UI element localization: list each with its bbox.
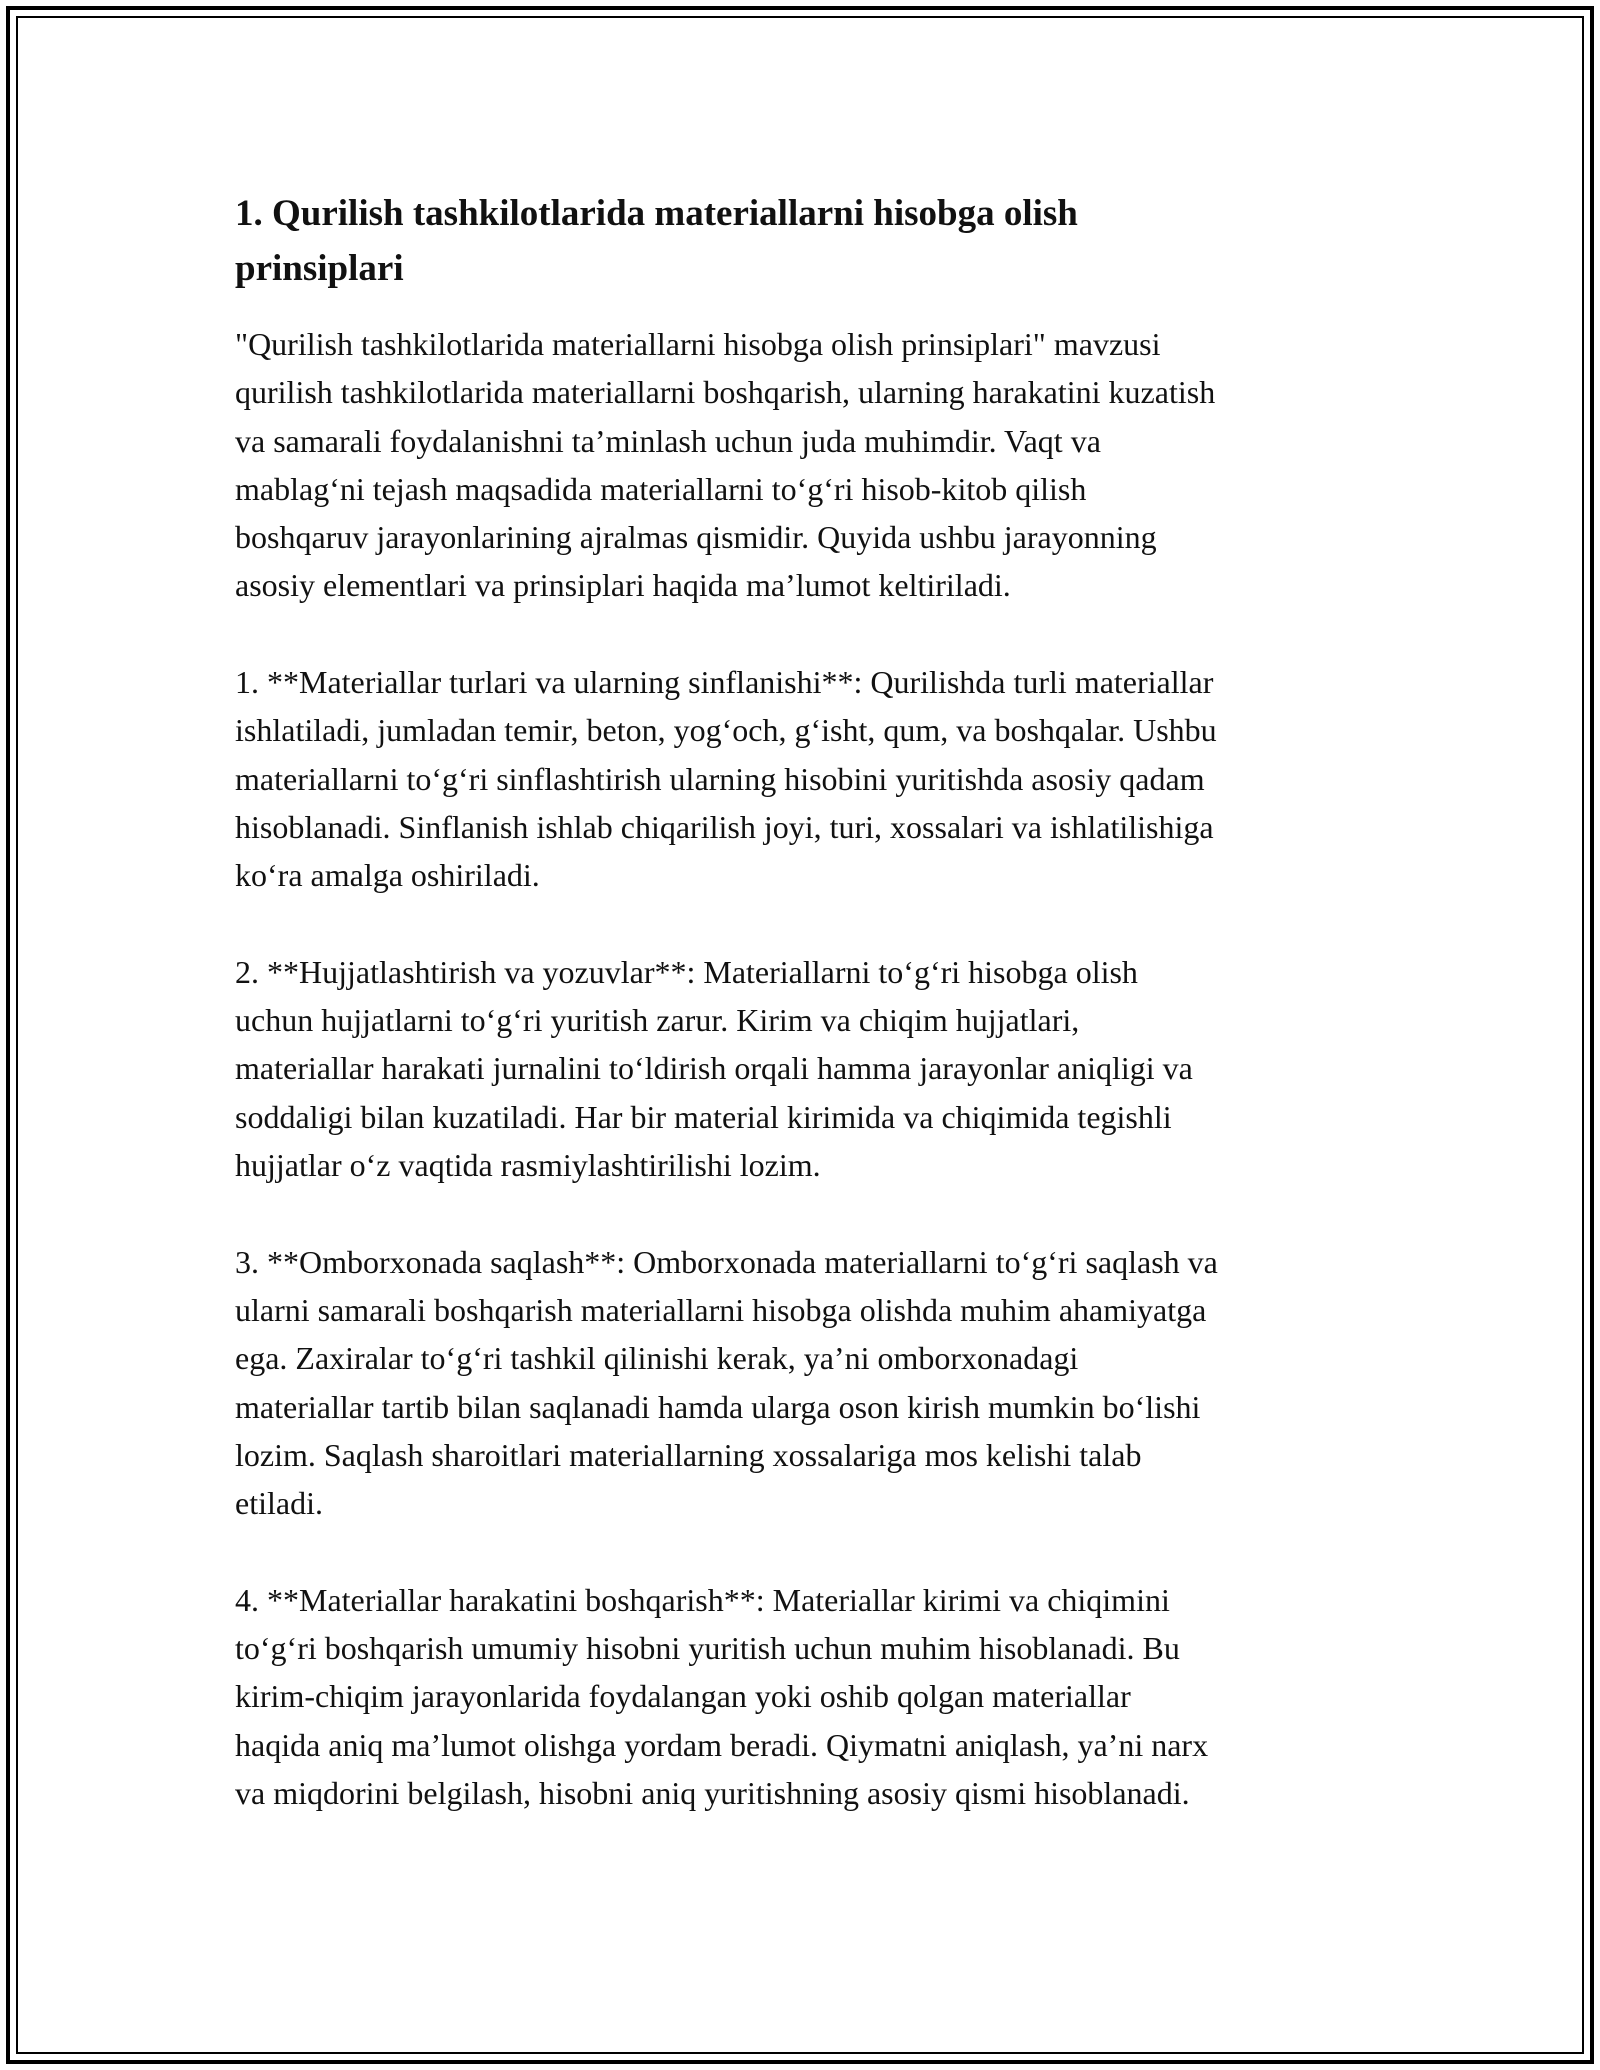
- document-body: [235, 186, 1365, 1866]
- paragraph-item-3: 3. **Omborxonada saqlash**: Omborxonada materiallarni to‘g‘ri saqlash va ularni samarali boshqarish materiallarni hisobga olishda muhim ahamiyatga ega. Zaxiralar to‘g‘ri tashkil qilinishi kerak, ya’ni omborxonadagi materiallar tartib bilan saqlanadi hamda ularga oson kirish mumkin bo‘lishi lozim. Saqlash sharoitlari materiallarning xossalariga mos kelishi talab etiladi.: [235, 1243, 1218, 1522]
- paragraph-item-4: 4. **Materiallar harakatini boshqarish**: Materiallar kirimi va chiqimini to‘g‘ri boshqarish umumiy hisobni yuritish uchun muhim hisoblanadi. Bu kirim-chiqim jarayonlarida foydalangan yoki oshib qolgan materiallar haqida aniq ma’lumot olishga yordam beradi. Qiymatni aniqlash, ya’ni narx va miqdorini belgilash, hisobni aniq yuritishning asosiy qismi hisoblanadi.: [235, 1581, 1209, 1811]
- page-title: 1. Qurilish tashkilotlarida materiallarni hisobga olish prinsiplari: [235, 193, 1078, 289]
- paragraph-item-1: 1. **Materiallar turlari va ularning sinflanishi**: Qurilishda turli materiallar ishlatiladi, jumladan temir, beton, yog‘och, g‘isht, qum, va boshqalar. Ushbu materiallarni to‘g‘ri sinflashtirish ularning hisobini yuritishda asosiy qadam hisoblanadi. Sinflanish ishlab chiqarilish joyi, turi, xossalari va ishlatilishiga ko‘ra amalga oshiriladi.: [235, 664, 1217, 894]
- paragraph-item-2: 2. **Hujjatlashtirish va yozuvlar**: Materiallarni to‘g‘ri hisobga olish uchun hujjatlarni to‘g‘ri yuritish zarur. Kirim va chiqim hujjatlari, materiallar harakati jurnalini to‘ldirish orqali hamma jarayonlar aniqligi va soddaligi bilan kuzatiladi. Har bir material kirimida va chiqimida tegishli hujjatlar o‘z vaqtida rasmiylashtirilishi lozim.: [235, 953, 1193, 1184]
- paragraph-intro: "Qurilish tashkilotlarida materiallarni hisobga olish prinsiplari" mavzusi qurilish tashkilotlarida materiallarni boshqarish, ularning harakatini kuzatish va samarali foydalanishni ta’minlash uchun juda muhimdir. Vaqt va mablag‘ni tejash maqsadida materiallarni to‘g‘ri hisob-kitob qilish boshqaruv jarayonlarining ajralmas qismidir. Quyida ushbu jarayonning asosiy elementlari va prinsiplari haqida ma’lumot keltiriladi.: [235, 326, 1216, 604]
